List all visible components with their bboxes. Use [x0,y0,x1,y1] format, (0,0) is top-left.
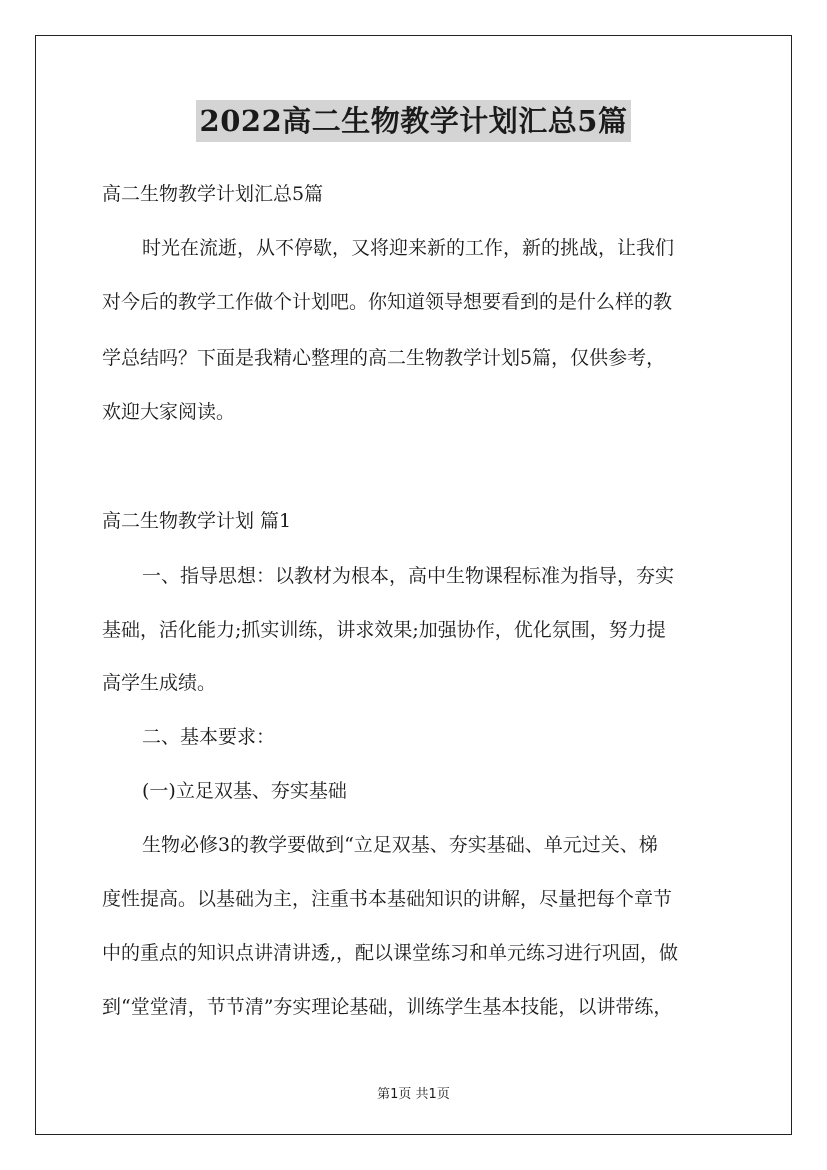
paragraph-line: 高学生成绩。 [102,672,217,694]
paragraph-line: 度性提高。以基础为主，注重书本基础知识的讲解，尽量把每个章节 [102,888,673,910]
paragraph-line: (一)立足双基、夯实基础 [142,780,347,802]
paragraph-line: 对今后的教学工作做个计划吧。你知道领导想要看到的是什么样的教 [102,291,673,313]
paragraph-line: 一、指导思想：以教材为根本，高中生物课程标准为指导，夯实 [142,565,675,587]
subtitle: 高二生物教学计划汇总5篇 [102,183,324,205]
section-heading: 高二生物教学计划 篇1 [102,510,292,532]
paragraph-line: 学总结吗？下面是我精心整理的高二生物教学计划5篇，仅供参考， [102,347,666,369]
paragraph-line: 中的重点的知识点讲清讲透,，配以课堂练习和单元练习进行巩固，做 [102,942,679,964]
document-title: 2022高二生物教学计划汇总5篇 [196,100,632,142]
paragraph-line: 生物必修3的教学要做到“立足双基、夯实基础、单元过关、梯 [142,834,658,856]
paragraph-line: 欢迎大家阅读。 [102,401,236,423]
title-container [0,100,827,142]
paragraph-line: 二、基本要求： [142,726,276,748]
paragraph-line: 基础，活化能力;抓实训练，讲求效果;加强协作，优化氛围，努力提 [102,619,666,641]
page-footer: 第1页 共1页 [377,1087,450,1102]
paragraph-line: 时光在流逝，从不停歇，又将迎来新的工作，新的挑战，让我们 [142,237,675,259]
paragraph-line: 到“堂堂清，节节清”夯实理论基础，训练学生基本技能，以讲带练， [102,996,673,1018]
